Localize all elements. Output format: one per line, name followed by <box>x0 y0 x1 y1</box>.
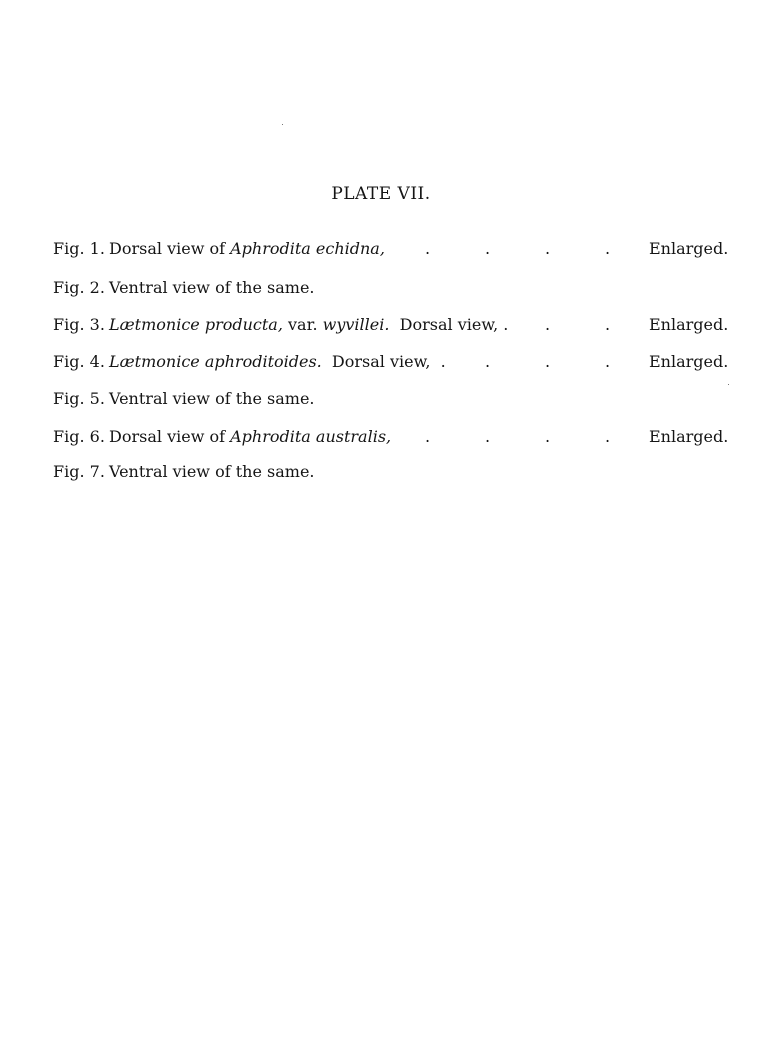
leader-dot: . <box>425 239 431 258</box>
figure-caption <box>109 460 315 484</box>
figure-caption <box>109 425 391 449</box>
leader-dot: . <box>545 427 551 446</box>
figure-entry-3 <box>53 313 733 337</box>
figure-caption <box>109 350 446 374</box>
caption-species-name: Aphrodita australis, <box>230 427 392 446</box>
figure-entry-4 <box>53 350 733 374</box>
enlargement-note: Enlarged. <box>649 315 729 334</box>
enlargement-note: Enlarged. <box>649 352 729 371</box>
scan-speck <box>728 384 729 385</box>
figure-entry-5 <box>53 387 733 411</box>
leader-dot: . <box>425 427 431 446</box>
figure-caption <box>109 387 315 411</box>
figure-number: Fig. 4. <box>53 352 105 371</box>
caption-text: Ventral view of the same. <box>109 462 315 481</box>
caption-text: Dorsal view, . <box>321 352 446 371</box>
figure-number: Fig. 7. <box>53 462 105 481</box>
leader-dot: . <box>605 427 611 446</box>
figure-number: Fig. 1. <box>53 239 105 258</box>
enlargement-note: Enlarged. <box>649 427 729 446</box>
leader-dot: . <box>485 352 491 371</box>
leader-dot: . <box>485 427 491 446</box>
figure-caption <box>109 237 385 261</box>
figure-number: Fig. 6. <box>53 427 105 446</box>
caption-species-name: Lætmonice producta, <box>109 315 283 334</box>
caption-variety-name: wyvillei. <box>322 315 390 334</box>
caption-text: Dorsal view of <box>109 427 231 446</box>
leader-dot: . <box>605 315 611 334</box>
plate-title: PLATE VII. <box>331 184 431 204</box>
caption-text: Dorsal view of <box>109 239 231 258</box>
leader-dot: . <box>605 352 611 371</box>
figure-number: Fig. 2. <box>53 278 105 297</box>
leader-dot: . <box>545 352 551 371</box>
leader-dot: . <box>485 239 491 258</box>
leader-dot: . <box>545 315 551 334</box>
enlargement-note: Enlarged. <box>649 239 729 258</box>
caption-text: Ventral view of the same. <box>109 278 315 297</box>
caption-species-name: Aphrodita echidna, <box>230 239 385 258</box>
figure-entry-7 <box>53 460 733 484</box>
caption-text: Ventral view of the same. <box>109 389 315 408</box>
caption-text: var. <box>282 315 323 334</box>
caption-text: Dorsal view, . <box>389 315 509 334</box>
caption-species-name: Lætmonice aphroditoides. <box>109 352 322 371</box>
figure-entry-2 <box>53 276 733 300</box>
leader-dot: . <box>545 239 551 258</box>
figure-entry-6 <box>53 425 733 449</box>
figure-caption <box>109 313 508 337</box>
figure-number: Fig. 3. <box>53 315 105 334</box>
scan-speck <box>282 124 283 125</box>
figure-caption <box>109 276 315 300</box>
figure-number: Fig. 5. <box>53 389 105 408</box>
leader-dot: . <box>605 239 611 258</box>
figure-entry-1 <box>53 237 733 261</box>
